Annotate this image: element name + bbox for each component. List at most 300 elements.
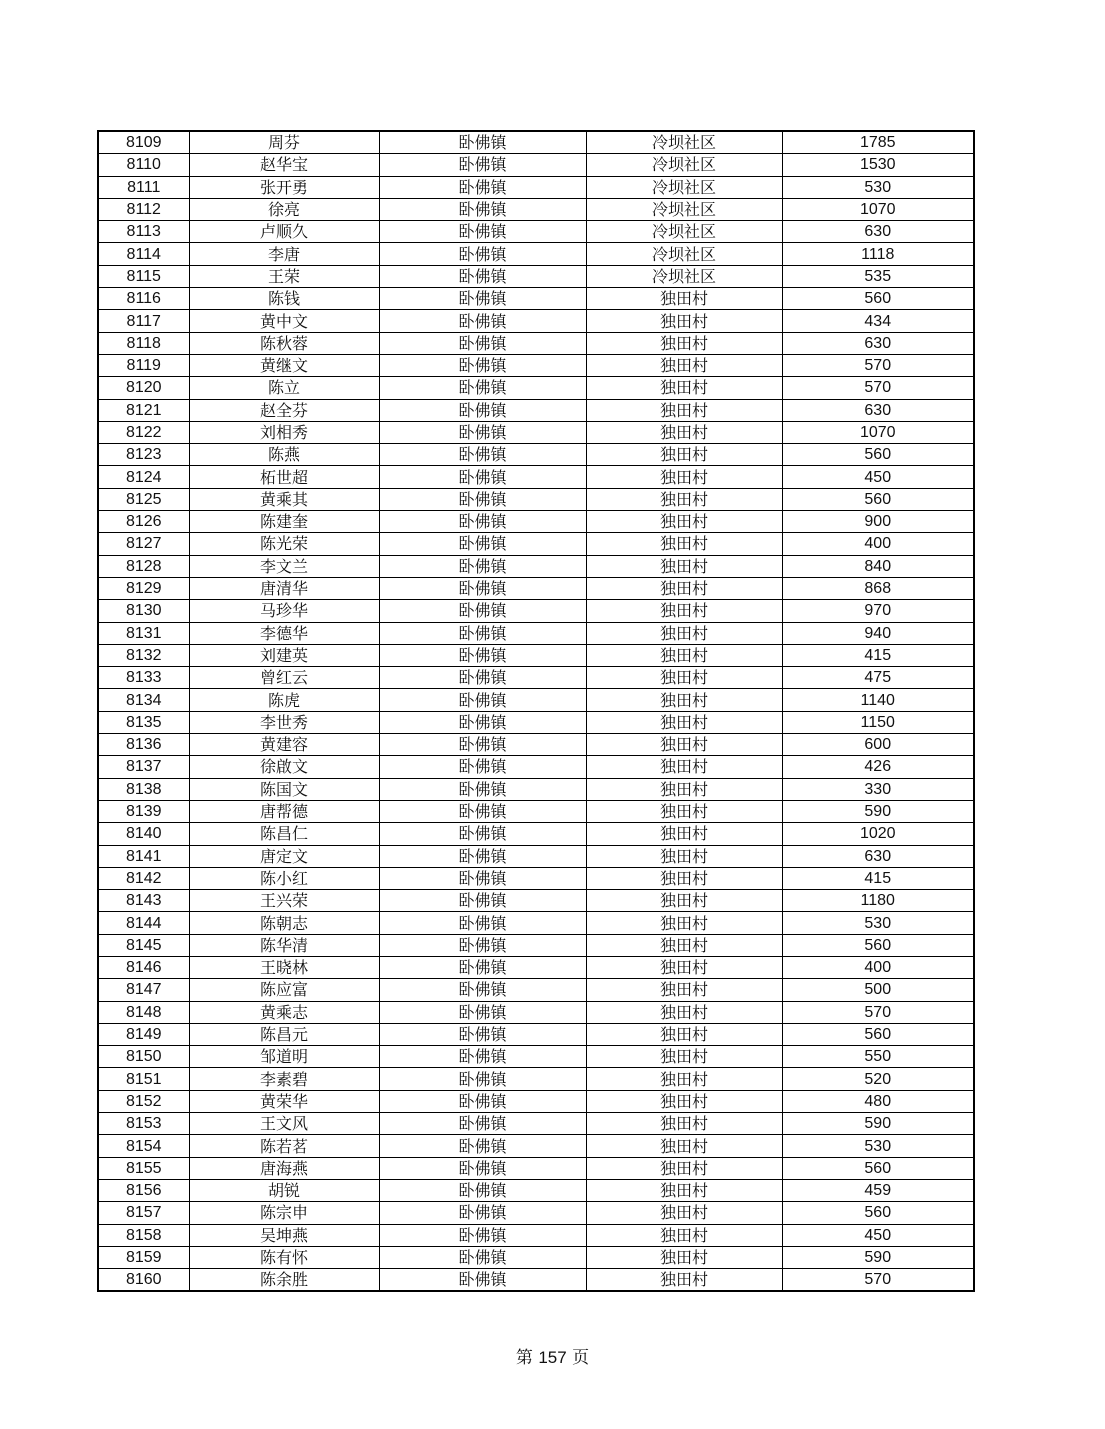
town-cell: 卧佛镇	[379, 488, 586, 510]
table-row	[98, 377, 974, 399]
amount-cell: 590	[782, 1246, 974, 1268]
table-row	[98, 131, 974, 154]
name-cell: 黄荣华	[189, 1090, 379, 1112]
town-cell: 卧佛镇	[379, 1224, 586, 1246]
town-cell: 卧佛镇	[379, 823, 586, 845]
town-cell: 卧佛镇	[379, 1090, 586, 1112]
town-cell: 卧佛镇	[379, 399, 586, 421]
village-cell: 独田村	[586, 511, 782, 533]
amount-cell: 426	[782, 756, 974, 778]
village-cell: 独田村	[586, 823, 782, 845]
name-cell: 陈应富	[189, 979, 379, 1001]
amount-cell: 1118	[782, 243, 974, 265]
table-row	[98, 176, 974, 198]
town-cell: 卧佛镇	[379, 1113, 586, 1135]
row-number-cell: 8160	[98, 1269, 189, 1292]
name-cell: 赵华宝	[189, 154, 379, 176]
table-row	[98, 1246, 974, 1268]
name-cell: 黄继文	[189, 354, 379, 376]
row-number-cell: 8124	[98, 466, 189, 488]
town-cell: 卧佛镇	[379, 600, 586, 622]
table-row	[98, 399, 974, 421]
village-cell: 独田村	[586, 1090, 782, 1112]
amount-cell: 1180	[782, 890, 974, 912]
village-cell: 独田村	[586, 555, 782, 577]
amount-cell: 570	[782, 1269, 974, 1292]
amount-cell: 459	[782, 1179, 974, 1201]
village-cell: 独田村	[586, 1202, 782, 1224]
row-number-cell: 8109	[98, 131, 189, 154]
row-number-cell: 8156	[98, 1179, 189, 1201]
town-cell: 卧佛镇	[379, 1157, 586, 1179]
town-cell: 卧佛镇	[379, 511, 586, 533]
amount-cell: 1785	[782, 131, 974, 154]
name-cell: 陈华清	[189, 934, 379, 956]
table-row	[98, 734, 974, 756]
row-number-cell: 8158	[98, 1224, 189, 1246]
amount-cell: 530	[782, 1135, 974, 1157]
page-number: 157	[538, 1348, 567, 1367]
row-number-cell: 8142	[98, 867, 189, 889]
amount-cell: 840	[782, 555, 974, 577]
name-cell: 李德华	[189, 622, 379, 644]
name-cell: 胡锐	[189, 1179, 379, 1201]
town-cell: 卧佛镇	[379, 131, 586, 154]
name-cell: 黄乘志	[189, 1001, 379, 1023]
village-cell: 独田村	[586, 399, 782, 421]
table-row	[98, 979, 974, 1001]
village-cell: 独田村	[586, 934, 782, 956]
name-cell: 陈朝志	[189, 912, 379, 934]
row-number-cell: 8111	[98, 176, 189, 198]
row-number-cell: 8113	[98, 221, 189, 243]
town-cell: 卧佛镇	[379, 288, 586, 310]
amount-cell: 560	[782, 934, 974, 956]
amount-cell: 970	[782, 600, 974, 622]
table-row	[98, 1090, 974, 1112]
row-number-cell: 8146	[98, 956, 189, 978]
village-cell: 独田村	[586, 332, 782, 354]
row-number-cell: 8147	[98, 979, 189, 1001]
page-footer	[0, 1343, 1105, 1368]
village-cell: 冷坝社区	[586, 154, 782, 176]
name-cell: 李素碧	[189, 1068, 379, 1090]
amount-cell: 560	[782, 288, 974, 310]
table-row	[98, 444, 974, 466]
row-number-cell: 8126	[98, 511, 189, 533]
town-cell: 卧佛镇	[379, 845, 586, 867]
town-cell: 卧佛镇	[379, 800, 586, 822]
amount-cell: 415	[782, 867, 974, 889]
name-cell: 陈立	[189, 377, 379, 399]
amount-cell: 1020	[782, 823, 974, 845]
town-cell: 卧佛镇	[379, 154, 586, 176]
table-row	[98, 934, 974, 956]
row-number-cell: 8143	[98, 890, 189, 912]
table-row	[98, 800, 974, 822]
town-cell: 卧佛镇	[379, 1001, 586, 1023]
village-cell: 冷坝社区	[586, 221, 782, 243]
name-cell: 陈宗申	[189, 1202, 379, 1224]
town-cell: 卧佛镇	[379, 979, 586, 1001]
village-cell: 独田村	[586, 1113, 782, 1135]
village-cell: 独田村	[586, 1135, 782, 1157]
row-number-cell: 8152	[98, 1090, 189, 1112]
name-cell: 陈若茗	[189, 1135, 379, 1157]
row-number-cell: 8140	[98, 823, 189, 845]
amount-cell: 1070	[782, 421, 974, 443]
name-cell: 陈钱	[189, 288, 379, 310]
village-cell: 独田村	[586, 800, 782, 822]
table-row	[98, 622, 974, 644]
amount-cell: 630	[782, 221, 974, 243]
town-cell: 卧佛镇	[379, 667, 586, 689]
town-cell: 卧佛镇	[379, 265, 586, 287]
row-number-cell: 8136	[98, 734, 189, 756]
town-cell: 卧佛镇	[379, 689, 586, 711]
village-cell: 独田村	[586, 1068, 782, 1090]
town-cell: 卧佛镇	[379, 421, 586, 443]
row-number-cell: 8123	[98, 444, 189, 466]
village-cell: 独田村	[586, 867, 782, 889]
village-cell: 独田村	[586, 1224, 782, 1246]
village-cell: 独田村	[586, 1046, 782, 1068]
amount-cell: 530	[782, 912, 974, 934]
town-cell: 卧佛镇	[379, 533, 586, 555]
table-row	[98, 1224, 974, 1246]
village-cell: 独田村	[586, 1023, 782, 1045]
name-cell: 赵全芬	[189, 399, 379, 421]
table-row	[98, 1202, 974, 1224]
name-cell: 陈秋蓉	[189, 332, 379, 354]
table-row	[98, 912, 974, 934]
table-row	[98, 332, 974, 354]
amount-cell: 550	[782, 1046, 974, 1068]
table-row	[98, 421, 974, 443]
amount-cell: 868	[782, 577, 974, 599]
name-cell: 柘世超	[189, 466, 379, 488]
amount-cell: 570	[782, 377, 974, 399]
row-number-cell: 8132	[98, 644, 189, 666]
row-number-cell: 8114	[98, 243, 189, 265]
village-cell: 独田村	[586, 288, 782, 310]
table-row	[98, 577, 974, 599]
name-cell: 陈小红	[189, 867, 379, 889]
table-row	[98, 867, 974, 889]
name-cell: 黄乘其	[189, 488, 379, 510]
name-cell: 陈建奎	[189, 511, 379, 533]
row-number-cell: 8139	[98, 800, 189, 822]
village-cell: 独田村	[586, 444, 782, 466]
row-number-cell: 8145	[98, 934, 189, 956]
name-cell: 邹道明	[189, 1046, 379, 1068]
town-cell: 卧佛镇	[379, 756, 586, 778]
amount-cell: 530	[782, 176, 974, 198]
table-row	[98, 778, 974, 800]
row-number-cell: 8148	[98, 1001, 189, 1023]
row-number-cell: 8130	[98, 600, 189, 622]
village-cell: 独田村	[586, 778, 782, 800]
village-cell: 冷坝社区	[586, 243, 782, 265]
village-cell: 独田村	[586, 1179, 782, 1201]
name-cell: 李世秀	[189, 711, 379, 733]
town-cell: 卧佛镇	[379, 1023, 586, 1045]
village-cell: 独田村	[586, 1001, 782, 1023]
table-row	[98, 890, 974, 912]
amount-cell: 535	[782, 265, 974, 287]
town-cell: 卧佛镇	[379, 1135, 586, 1157]
amount-cell: 940	[782, 622, 974, 644]
name-cell: 王兴荣	[189, 890, 379, 912]
village-cell: 冷坝社区	[586, 131, 782, 154]
village-cell: 冷坝社区	[586, 265, 782, 287]
town-cell: 卧佛镇	[379, 912, 586, 934]
name-cell: 陈国文	[189, 778, 379, 800]
row-number-cell: 8155	[98, 1157, 189, 1179]
amount-cell: 600	[782, 734, 974, 756]
row-number-cell: 8128	[98, 555, 189, 577]
village-cell: 独田村	[586, 354, 782, 376]
table-row	[98, 956, 974, 978]
amount-cell: 560	[782, 1157, 974, 1179]
town-cell: 卧佛镇	[379, 354, 586, 376]
row-number-cell: 8122	[98, 421, 189, 443]
row-number-cell: 8138	[98, 778, 189, 800]
amount-cell: 560	[782, 488, 974, 510]
row-number-cell: 8119	[98, 354, 189, 376]
table-row	[98, 1135, 974, 1157]
roster-table	[97, 130, 975, 1292]
amount-cell: 590	[782, 800, 974, 822]
village-cell: 独田村	[586, 912, 782, 934]
row-number-cell: 8117	[98, 310, 189, 332]
amount-cell: 630	[782, 845, 974, 867]
table-row	[98, 555, 974, 577]
village-cell: 独田村	[586, 689, 782, 711]
amount-cell: 560	[782, 444, 974, 466]
village-cell: 独田村	[586, 622, 782, 644]
town-cell: 卧佛镇	[379, 377, 586, 399]
table-row	[98, 488, 974, 510]
table-row	[98, 667, 974, 689]
table-row	[98, 466, 974, 488]
amount-cell: 400	[782, 533, 974, 555]
village-cell: 独田村	[586, 667, 782, 689]
table-row	[98, 511, 974, 533]
town-cell: 卧佛镇	[379, 1046, 586, 1068]
row-number-cell: 8127	[98, 533, 189, 555]
row-number-cell: 8112	[98, 198, 189, 220]
table-row	[98, 243, 974, 265]
town-cell: 卧佛镇	[379, 778, 586, 800]
amount-cell: 1530	[782, 154, 974, 176]
amount-cell: 630	[782, 399, 974, 421]
amount-cell: 570	[782, 1001, 974, 1023]
village-cell: 冷坝社区	[586, 198, 782, 220]
name-cell: 李文兰	[189, 555, 379, 577]
table-row	[98, 1001, 974, 1023]
row-number-cell: 8110	[98, 154, 189, 176]
name-cell: 徐啟文	[189, 756, 379, 778]
table-row	[98, 756, 974, 778]
row-number-cell: 8115	[98, 265, 189, 287]
table-row	[98, 644, 974, 666]
town-cell: 卧佛镇	[379, 644, 586, 666]
name-cell: 王文风	[189, 1113, 379, 1135]
table-row	[98, 198, 974, 220]
table-row	[98, 845, 974, 867]
village-cell: 独田村	[586, 1246, 782, 1268]
name-cell: 周芬	[189, 131, 379, 154]
amount-cell: 450	[782, 466, 974, 488]
village-cell: 独田村	[586, 644, 782, 666]
name-cell: 陈有怀	[189, 1246, 379, 1268]
village-cell: 独田村	[586, 488, 782, 510]
row-number-cell: 8150	[98, 1046, 189, 1068]
name-cell: 陈昌元	[189, 1023, 379, 1045]
row-number-cell: 8154	[98, 1135, 189, 1157]
name-cell: 黄建容	[189, 734, 379, 756]
village-cell: 独田村	[586, 466, 782, 488]
row-number-cell: 8141	[98, 845, 189, 867]
village-cell: 独田村	[586, 421, 782, 443]
row-number-cell: 8134	[98, 689, 189, 711]
village-cell: 独田村	[586, 377, 782, 399]
town-cell: 卧佛镇	[379, 310, 586, 332]
table-row	[98, 823, 974, 845]
village-cell: 独田村	[586, 533, 782, 555]
village-cell: 独田村	[586, 979, 782, 1001]
row-number-cell: 8157	[98, 1202, 189, 1224]
amount-cell: 330	[782, 778, 974, 800]
row-number-cell: 8120	[98, 377, 189, 399]
town-cell: 卧佛镇	[379, 1068, 586, 1090]
row-number-cell: 8151	[98, 1068, 189, 1090]
table-row	[98, 1157, 974, 1179]
row-number-cell: 8144	[98, 912, 189, 934]
amount-cell: 500	[782, 979, 974, 1001]
village-cell: 独田村	[586, 890, 782, 912]
village-cell: 冷坝社区	[586, 176, 782, 198]
town-cell: 卧佛镇	[379, 444, 586, 466]
amount-cell: 415	[782, 644, 974, 666]
village-cell: 独田村	[586, 711, 782, 733]
table-row	[98, 1179, 974, 1201]
village-cell: 独田村	[586, 310, 782, 332]
town-cell: 卧佛镇	[379, 934, 586, 956]
row-number-cell: 8133	[98, 667, 189, 689]
table-row	[98, 1023, 974, 1045]
town-cell: 卧佛镇	[379, 466, 586, 488]
amount-cell: 450	[782, 1224, 974, 1246]
name-cell: 陈余胜	[189, 1269, 379, 1292]
name-cell: 陈光荣	[189, 533, 379, 555]
page-footer-prefix: 第	[515, 1348, 533, 1368]
name-cell: 黄中文	[189, 310, 379, 332]
amount-cell: 475	[782, 667, 974, 689]
row-number-cell: 8153	[98, 1113, 189, 1135]
village-cell: 独田村	[586, 734, 782, 756]
name-cell: 王晓林	[189, 956, 379, 978]
name-cell: 刘建英	[189, 644, 379, 666]
name-cell: 李唐	[189, 243, 379, 265]
town-cell: 卧佛镇	[379, 1179, 586, 1201]
name-cell: 陈燕	[189, 444, 379, 466]
table-row	[98, 354, 974, 376]
table-row	[98, 221, 974, 243]
amount-cell: 590	[782, 1113, 974, 1135]
town-cell: 卧佛镇	[379, 956, 586, 978]
town-cell: 卧佛镇	[379, 243, 586, 265]
name-cell: 吴坤燕	[189, 1224, 379, 1246]
name-cell: 唐定文	[189, 845, 379, 867]
table-row	[98, 1269, 974, 1292]
town-cell: 卧佛镇	[379, 734, 586, 756]
village-cell: 独田村	[586, 756, 782, 778]
town-cell: 卧佛镇	[379, 221, 586, 243]
town-cell: 卧佛镇	[379, 622, 586, 644]
town-cell: 卧佛镇	[379, 1202, 586, 1224]
row-number-cell: 8131	[98, 622, 189, 644]
table-row	[98, 1113, 974, 1135]
amount-cell: 560	[782, 1023, 974, 1045]
table-row	[98, 288, 974, 310]
table-row	[98, 600, 974, 622]
name-cell: 王荣	[189, 265, 379, 287]
table-row	[98, 1046, 974, 1068]
town-cell: 卧佛镇	[379, 577, 586, 599]
amount-cell: 1140	[782, 689, 974, 711]
amount-cell: 520	[782, 1068, 974, 1090]
table-row	[98, 265, 974, 287]
amount-cell: 630	[782, 332, 974, 354]
village-cell: 独田村	[586, 956, 782, 978]
roster-table-body	[98, 131, 974, 1291]
village-cell: 独田村	[586, 845, 782, 867]
amount-cell: 400	[782, 956, 974, 978]
village-cell: 独田村	[586, 1269, 782, 1292]
name-cell: 唐帮德	[189, 800, 379, 822]
name-cell: 张开勇	[189, 176, 379, 198]
village-cell: 独田村	[586, 1157, 782, 1179]
row-number-cell: 8135	[98, 711, 189, 733]
table-row	[98, 154, 974, 176]
table-row	[98, 310, 974, 332]
amount-cell: 480	[782, 1090, 974, 1112]
row-number-cell: 8137	[98, 756, 189, 778]
name-cell: 曾红云	[189, 667, 379, 689]
town-cell: 卧佛镇	[379, 711, 586, 733]
town-cell: 卧佛镇	[379, 1246, 586, 1268]
amount-cell: 1070	[782, 198, 974, 220]
amount-cell: 434	[782, 310, 974, 332]
table-row	[98, 689, 974, 711]
row-number-cell: 8121	[98, 399, 189, 421]
table-row	[98, 1068, 974, 1090]
town-cell: 卧佛镇	[379, 176, 586, 198]
name-cell: 刘相秀	[189, 421, 379, 443]
table-row	[98, 711, 974, 733]
town-cell: 卧佛镇	[379, 332, 586, 354]
town-cell: 卧佛镇	[379, 1269, 586, 1292]
name-cell: 唐清华	[189, 577, 379, 599]
table-row	[98, 533, 974, 555]
row-number-cell: 8159	[98, 1246, 189, 1268]
page-footer-suffix: 页	[572, 1348, 590, 1368]
town-cell: 卧佛镇	[379, 198, 586, 220]
amount-cell: 560	[782, 1202, 974, 1224]
amount-cell: 570	[782, 354, 974, 376]
